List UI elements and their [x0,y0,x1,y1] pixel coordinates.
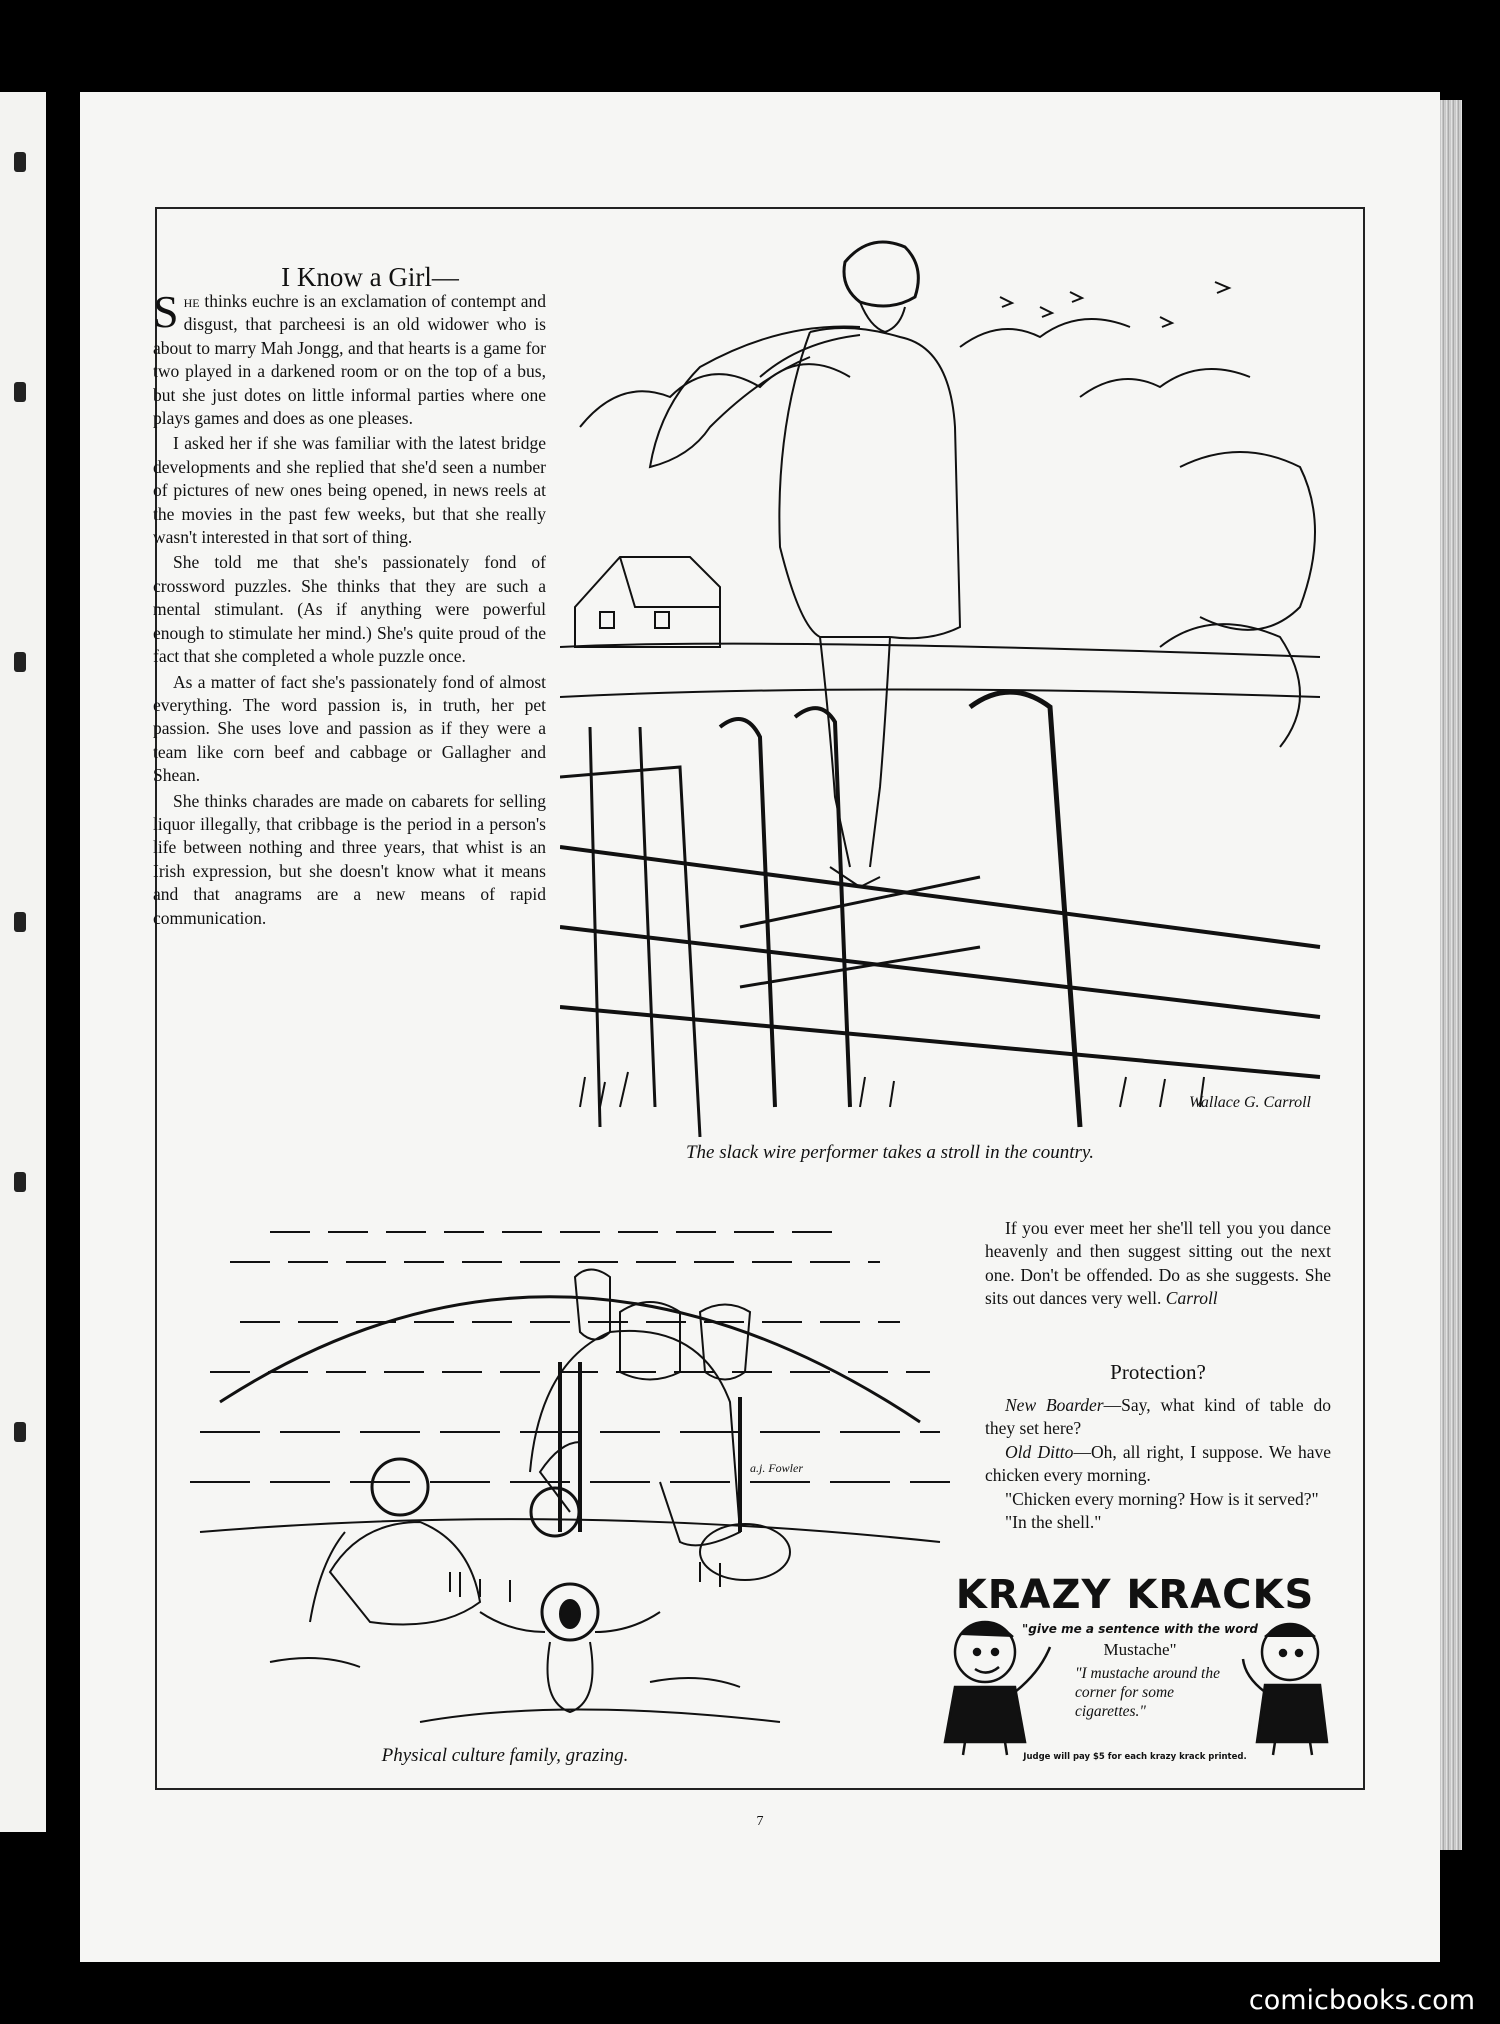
joke-line: "Chicken every morning? How is it served?" [1005,1488,1319,1509]
article-title: I Know a Girl— [281,262,459,292]
article-continued [985,1217,1331,1311]
illustration-caption-bottom: Physical culture family, grazing. [381,1745,629,1766]
joke-line: "In the shell." [1005,1512,1102,1533]
illustration-woman-on-fence [560,227,1340,1137]
cartoon-boy-left [935,1617,1065,1757]
first-word: he [183,291,200,311]
article-body [153,286,547,932]
page-stack-edge [1440,100,1462,1850]
article-paragraph: As a matter of fact she's passionately fond of almost everything. The word passion is, in truth, her pet passion. She uses love and passion as if they were a team like corn beef and cabbage or Gallagher and Shean. [153,671,546,786]
article-paragraph: She thinks euchre is an exclamation of contempt and disgust, that parcheesi is an old widower who is about to marry Mah Jongg, and that hearts is a game for two played in a darkened room or on the top of a bus, but she just dotes on little informal parties where one plays games and does as one pleases. [153,286,547,429]
joke-body [985,1394,1331,1534]
ad-word: Mustache" [1103,1640,1177,1659]
krazy-kracks-ad [935,1572,1335,1762]
magazine-page [80,92,1440,1962]
binding-hole [14,382,26,402]
article-paragraph: She thinks charades are made on cabarets for selling liquor illegally, that cribbage is the period in a person's life between nothing and three years, that whist is an Irish expression, but she doesn't know what it means and that anagrams are a new means of rapid communication. [153,790,546,928]
joke-line: Old Ditto—Oh, all right, I suppose. We have chicken every morning. [985,1441,1332,1486]
joke-title: Protection? [1110,1360,1206,1384]
joke-speaker: Old Ditto [1005,1441,1074,1462]
ad-joke: "I mustache around the corner for some cigarettes." [1075,1665,1220,1720]
binding-hole [14,152,26,172]
left-page-edge [0,92,46,1832]
artist-signature-top: Wallace G. Carroll [1189,1094,1311,1111]
artist-signature-bottom: a.j. Fowler [750,1461,803,1475]
cartoon-boy-right [1235,1617,1335,1757]
watermark: comicbooks.com [1248,1985,1475,2016]
binding-hole [14,1422,26,1442]
binding-hole [14,912,26,932]
ad-tagline: "give me a sentence with the word [1022,1622,1258,1636]
joke-line: New Boarder—Say, what kind of table do they set here? [985,1395,1331,1439]
binding-hole [14,652,26,672]
ad-title: KRAZY KRACKS [955,1572,1315,1618]
continued-text: If you ever meet her she'll tell you you dance heavenly and then suggest sitting out the next one. Don't be offended. Do as she suggests. She sits out dances very well. [985,1218,1331,1309]
article-paragraph: I asked her if she was familiar with the latest bridge developments and she replied that she'd seen a number of pictures of new ones being opened, in news reels at the movies in the past few weeks, but that she really wasn't interested in that sort of thing. [153,433,546,548]
illustration-family-grazing [180,1202,950,1742]
joke-speaker: New Boarder [1005,1395,1104,1415]
author-signature: Carroll [1165,1288,1218,1309]
illustration-caption-top: The slack wire performer takes a stroll in the country. [685,1142,1095,1163]
binding-hole [14,1172,26,1192]
article-paragraph: She told me that she's passionately fond of crossword puzzles. She thinks that they are such a mental stimulant. (As if anything were powerful enough to stimulate her mind.) She's quite proud of the fact that she completed a whole puzzle once. [153,552,546,667]
ad-footer: Judge will pay $5 for each krazy krack printed. [1023,1752,1247,1762]
drop-cap: S [153,286,179,337]
page-number: 7 [756,1814,764,1829]
